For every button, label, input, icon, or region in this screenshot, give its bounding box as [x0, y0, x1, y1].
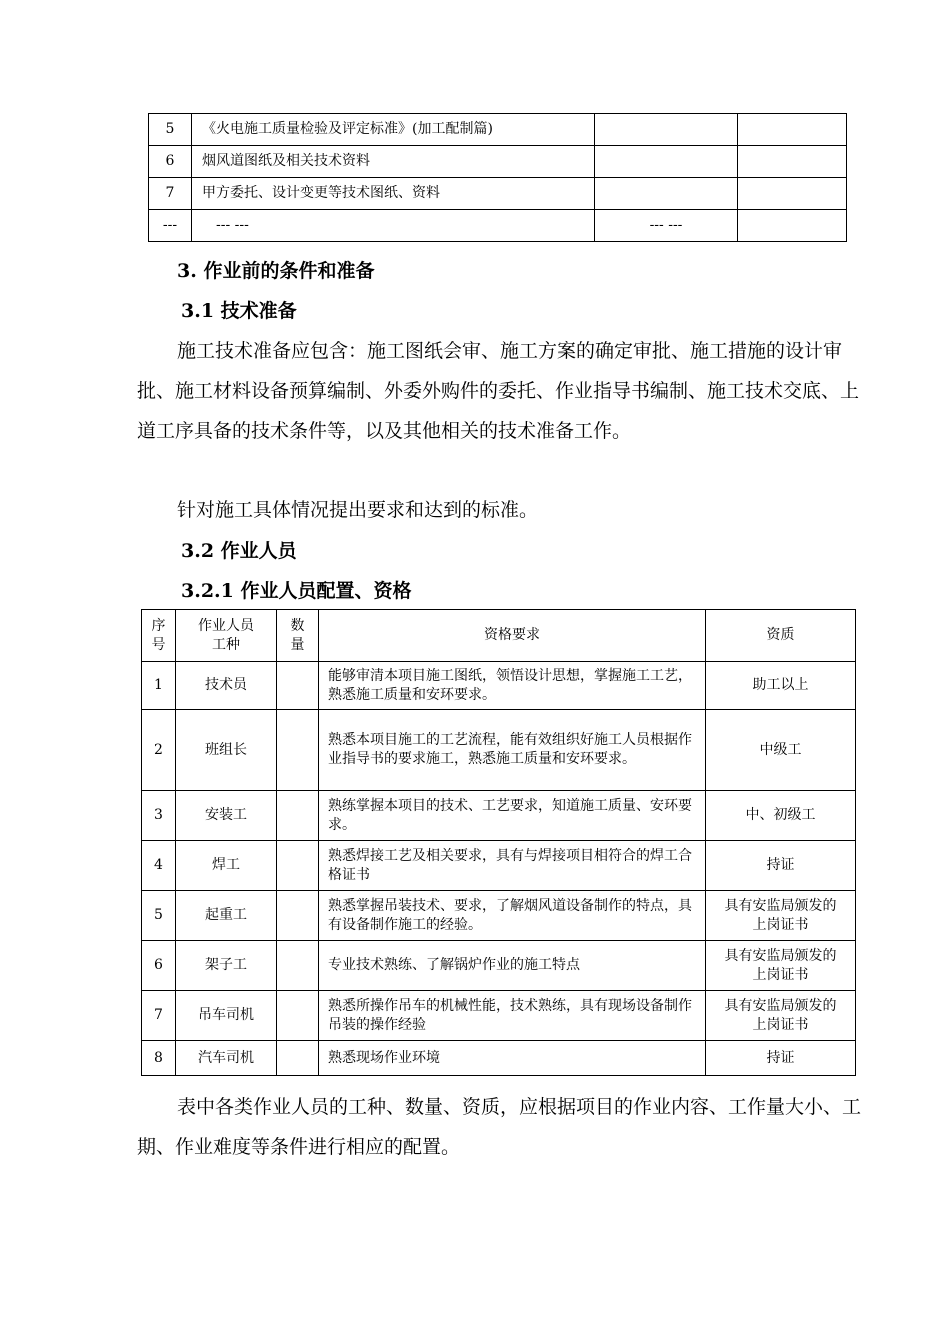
quantity — [277, 662, 319, 710]
paragraph: 表中各类作业人员的工种、数量、资质，应根据项目的作业内容、工作量大小、工期、作业难度等条件进行相应的配置。 — [137, 1096, 862, 1158]
subsection-heading: 3.2.1 作业人员配置、资格 — [181, 580, 412, 602]
qualification: 具有安监局颁发的上岗证书 — [706, 891, 856, 941]
row-number: 6 — [142, 941, 176, 991]
table-cell — [595, 114, 738, 146]
document-name: 《火电施工质量检验及评定标准》(加工配制篇) — [192, 114, 595, 146]
table-cell — [738, 114, 847, 146]
requirements: 能够审清本项目施工图纸，领悟设计思想，掌握施工工艺，熟悉施工质量和安环要求。 — [319, 662, 706, 710]
requirements: 熟悉本项目施工的工艺流程，能有效组织好施工人员根据作业指导书的要求施工，熟悉施工质量和安环要求。 — [319, 710, 706, 791]
table-cell — [595, 146, 738, 178]
row-number: 2 — [142, 710, 176, 791]
table-row — [142, 991, 856, 1041]
document-name: 甲方委托、设计变更等技术图纸、资料 — [192, 178, 595, 210]
row-number: 5 — [142, 891, 176, 941]
worker-type: 班组长 — [176, 710, 277, 791]
requirements: 熟悉焊接工艺及相关要求，具有与焊接项目相符合的焊工合格证书 — [319, 841, 706, 891]
requirements: 熟悉掌握吊装技术、要求，了解烟风道设备制作的特点，具有设备制作施工的经验。 — [319, 891, 706, 941]
table-row — [142, 891, 856, 941]
table-cell — [738, 178, 847, 210]
requirements: 熟悉现场作业环境 — [319, 1041, 706, 1076]
worker-type: 焊工 — [176, 841, 277, 891]
row-number: 5 — [149, 114, 192, 146]
table-cell: --- --- — [595, 210, 738, 242]
document-name: 烟风道图纸及相关技术资料 — [192, 146, 595, 178]
table-row — [149, 178, 847, 210]
table-row — [149, 146, 847, 178]
reference-documents-table — [148, 113, 847, 242]
worker-type: 安装工 — [176, 791, 277, 841]
requirements: 熟悉所操作吊车的机械性能，技术熟练，具有现场设备制作吊装的操作经验 — [319, 991, 706, 1041]
qualification: 持证 — [706, 841, 856, 891]
header-qualification: 资质 — [706, 610, 856, 662]
table-row — [142, 941, 856, 991]
quantity — [277, 991, 319, 1041]
quantity — [277, 891, 319, 941]
table-header-row — [142, 610, 856, 662]
table-row — [142, 710, 856, 791]
subsection-heading: 3.2 作业人员 — [181, 540, 297, 562]
quantity — [277, 941, 319, 991]
header-requirements: 资格要求 — [319, 610, 706, 662]
row-number: 3 — [142, 791, 176, 841]
worker-type: 架子工 — [176, 941, 277, 991]
requirements: 专业技术熟练、了解锅炉作业的施工特点 — [319, 941, 706, 991]
table-cell — [738, 146, 847, 178]
table-row — [149, 210, 847, 242]
quantity — [277, 710, 319, 791]
table-row — [142, 791, 856, 841]
worker-type: 技术员 — [176, 662, 277, 710]
quantity — [277, 791, 319, 841]
row-number: 7 — [149, 178, 192, 210]
staff-configuration-table — [141, 609, 856, 1076]
header-type: 作业人员工种 — [176, 610, 277, 662]
header-qty: 数量 — [277, 610, 319, 662]
table-row — [149, 114, 847, 146]
subsection-heading: 3.1 技术准备 — [181, 300, 297, 322]
paragraph: 施工技术准备应包含：施工图纸会审、施工方案的确定审批、施工措施的设计审批、施工材料设备预算编制、外委外购件的委托、作业指导书编制、施工技术交底、上道工序具备的技术条件等，以及其他相关的技术准备工作。 — [137, 340, 860, 442]
worker-type: 吊车司机 — [176, 991, 277, 1041]
section-heading: 3. 作业前的条件和准备 — [177, 260, 375, 282]
qualification: 中、初级工 — [706, 791, 856, 841]
quantity — [277, 1041, 319, 1076]
document-name: --- --- — [192, 210, 595, 242]
row-number: 8 — [142, 1041, 176, 1076]
worker-type: 汽车司机 — [176, 1041, 277, 1076]
qualification: 持证 — [706, 1041, 856, 1076]
table-row — [142, 841, 856, 891]
table-row — [142, 662, 856, 710]
table-cell — [738, 210, 847, 242]
qualification: 助工以上 — [706, 662, 856, 710]
paragraph: 针对施工具体情况提出要求和达到的标准。 — [177, 499, 539, 521]
row-number: 1 — [142, 662, 176, 710]
qualification: 具有安监局颁发的上岗证书 — [706, 991, 856, 1041]
row-number: 4 — [142, 841, 176, 891]
qualification: 中级工 — [706, 710, 856, 791]
table-row — [142, 1041, 856, 1076]
worker-type: 起重工 — [176, 891, 277, 941]
table-cell — [595, 178, 738, 210]
requirements: 熟练掌握本项目的技术、工艺要求，知道施工质量、安环要求。 — [319, 791, 706, 841]
qualification: 具有安监局颁发的上岗证书 — [706, 941, 856, 991]
quantity — [277, 841, 319, 891]
row-number: 6 — [149, 146, 192, 178]
row-number: 7 — [142, 991, 176, 1041]
row-number: --- — [149, 210, 192, 242]
header-no: 序号 — [142, 610, 176, 662]
